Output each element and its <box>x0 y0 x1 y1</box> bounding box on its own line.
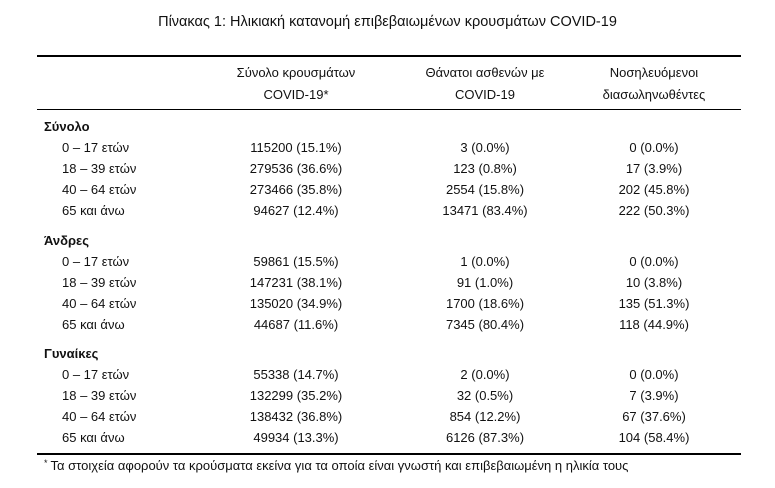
cell-cases: 135020 (34.9%) <box>249 296 343 311</box>
section-title-row <box>0 230 775 251</box>
cell-deaths: 123 (0.8%) <box>453 161 517 176</box>
cell-intubated: 7 (3.9%) <box>629 388 679 403</box>
table-row <box>0 427 775 448</box>
row-label: 40 – 64 ετών <box>62 182 137 197</box>
cell-cases: 94627 (12.4%) <box>253 203 339 218</box>
table-row <box>0 137 775 158</box>
cell-intubated: 0 (0.0%) <box>629 367 679 382</box>
row-label: 0 – 17 ετών <box>62 254 130 269</box>
cell-deaths: 7345 (80.4%) <box>445 317 525 332</box>
cell-deaths: 2554 (15.8%) <box>445 182 525 197</box>
cell-cases: 44687 (11.6%) <box>253 317 339 332</box>
cell-intubated: 135 (51.3%) <box>618 296 690 311</box>
footnote-text: Τα στοιχεία αφορούν τα κρούσματα εκείνα για τα οποία είναι γνωστή και επιβεβαιωμένη η ηλικία τους <box>50 458 629 473</box>
table-row <box>0 158 775 179</box>
cell-cases: 132299 (35.2%) <box>249 388 343 403</box>
cell-cases: 49934 (13.3%) <box>253 430 339 445</box>
cell-deaths: 854 (12.2%) <box>449 409 521 424</box>
cell-deaths: 6126 (87.3%) <box>445 430 525 445</box>
section-title-row <box>0 343 775 364</box>
table-top-rule <box>37 55 741 57</box>
cell-intubated: 0 (0.0%) <box>629 254 679 269</box>
cell-intubated: 222 (50.3%) <box>618 203 690 218</box>
section-title-total: Σύνολο <box>44 119 90 134</box>
column-header-cases: Σύνολο κρουσμάτων COVID-19* <box>236 65 356 102</box>
cell-deaths: 3 (0.0%) <box>460 140 510 155</box>
table-header-rule <box>37 109 741 110</box>
cell-intubated: 0 (0.0%) <box>629 140 679 155</box>
section-title-women: Γυναίκες <box>44 346 99 361</box>
cell-intubated: 10 (3.8%) <box>625 275 683 290</box>
cell-deaths: 13471 (83.4%) <box>442 203 528 218</box>
cell-cases: 138432 (36.8%) <box>249 409 343 424</box>
cell-intubated: 17 (3.9%) <box>625 161 683 176</box>
cell-deaths: 32 (0.5%) <box>456 388 514 403</box>
section-title-men: Άνδρες <box>44 233 89 248</box>
row-label: 65 και άνω <box>62 317 125 332</box>
section-title-row <box>0 116 775 137</box>
footnote-marker: * <box>44 458 48 468</box>
column-header-intubated: Νοσηλευόμενοι διασωληνωθέντες <box>602 65 706 102</box>
row-label: 18 – 39 ετών <box>62 161 137 176</box>
table-caption: Πίνακας 1: Ηλικιακή κατανομή επιβεβαιωμένων κρουσμάτων COVID-19 <box>158 14 617 30</box>
cell-cases: 273466 (35.8%) <box>249 182 343 197</box>
cell-cases: 147231 (38.1%) <box>249 275 343 290</box>
row-label: 40 – 64 ετών <box>62 296 137 311</box>
cell-intubated: 118 (44.9%) <box>619 317 689 332</box>
row-label: 0 – 17 ετών <box>62 140 130 155</box>
table-row <box>0 293 775 314</box>
table-row <box>0 314 775 335</box>
cell-deaths: 1 (0.0%) <box>460 254 510 269</box>
table-row <box>0 406 775 427</box>
footnote <box>44 458 628 473</box>
row-label: 18 – 39 ετών <box>62 388 137 403</box>
cell-deaths: 2 (0.0%) <box>460 367 510 382</box>
table-row <box>0 200 775 221</box>
cell-deaths: 1700 (18.6%) <box>445 296 525 311</box>
table-bottom-rule <box>37 453 741 455</box>
row-label: 65 και άνω <box>62 203 125 218</box>
table-row <box>0 251 775 272</box>
table-row <box>0 385 775 406</box>
row-label: 0 – 17 ετών <box>62 367 130 382</box>
cell-intubated: 104 (58.4%) <box>618 430 690 445</box>
table-row <box>0 364 775 385</box>
cell-cases: 59861 (15.5%) <box>253 254 339 269</box>
row-label: 65 και άνω <box>62 430 125 445</box>
cell-intubated: 67 (37.6%) <box>622 409 686 424</box>
cell-cases: 279536 (36.6%) <box>249 161 343 176</box>
table-row <box>0 179 775 200</box>
cell-deaths: 91 (1.0%) <box>456 275 514 290</box>
cell-intubated: 202 (45.8%) <box>618 182 690 197</box>
cell-cases: 55338 (14.7%) <box>253 367 339 382</box>
row-label: 18 – 39 ετών <box>62 275 137 290</box>
table-row <box>0 272 775 293</box>
row-label: 40 – 64 ετών <box>62 409 137 424</box>
column-header-deaths: Θάνατοι ασθενών με COVID-19 <box>425 65 545 102</box>
cell-cases: 115200 (15.1%) <box>250 140 342 155</box>
